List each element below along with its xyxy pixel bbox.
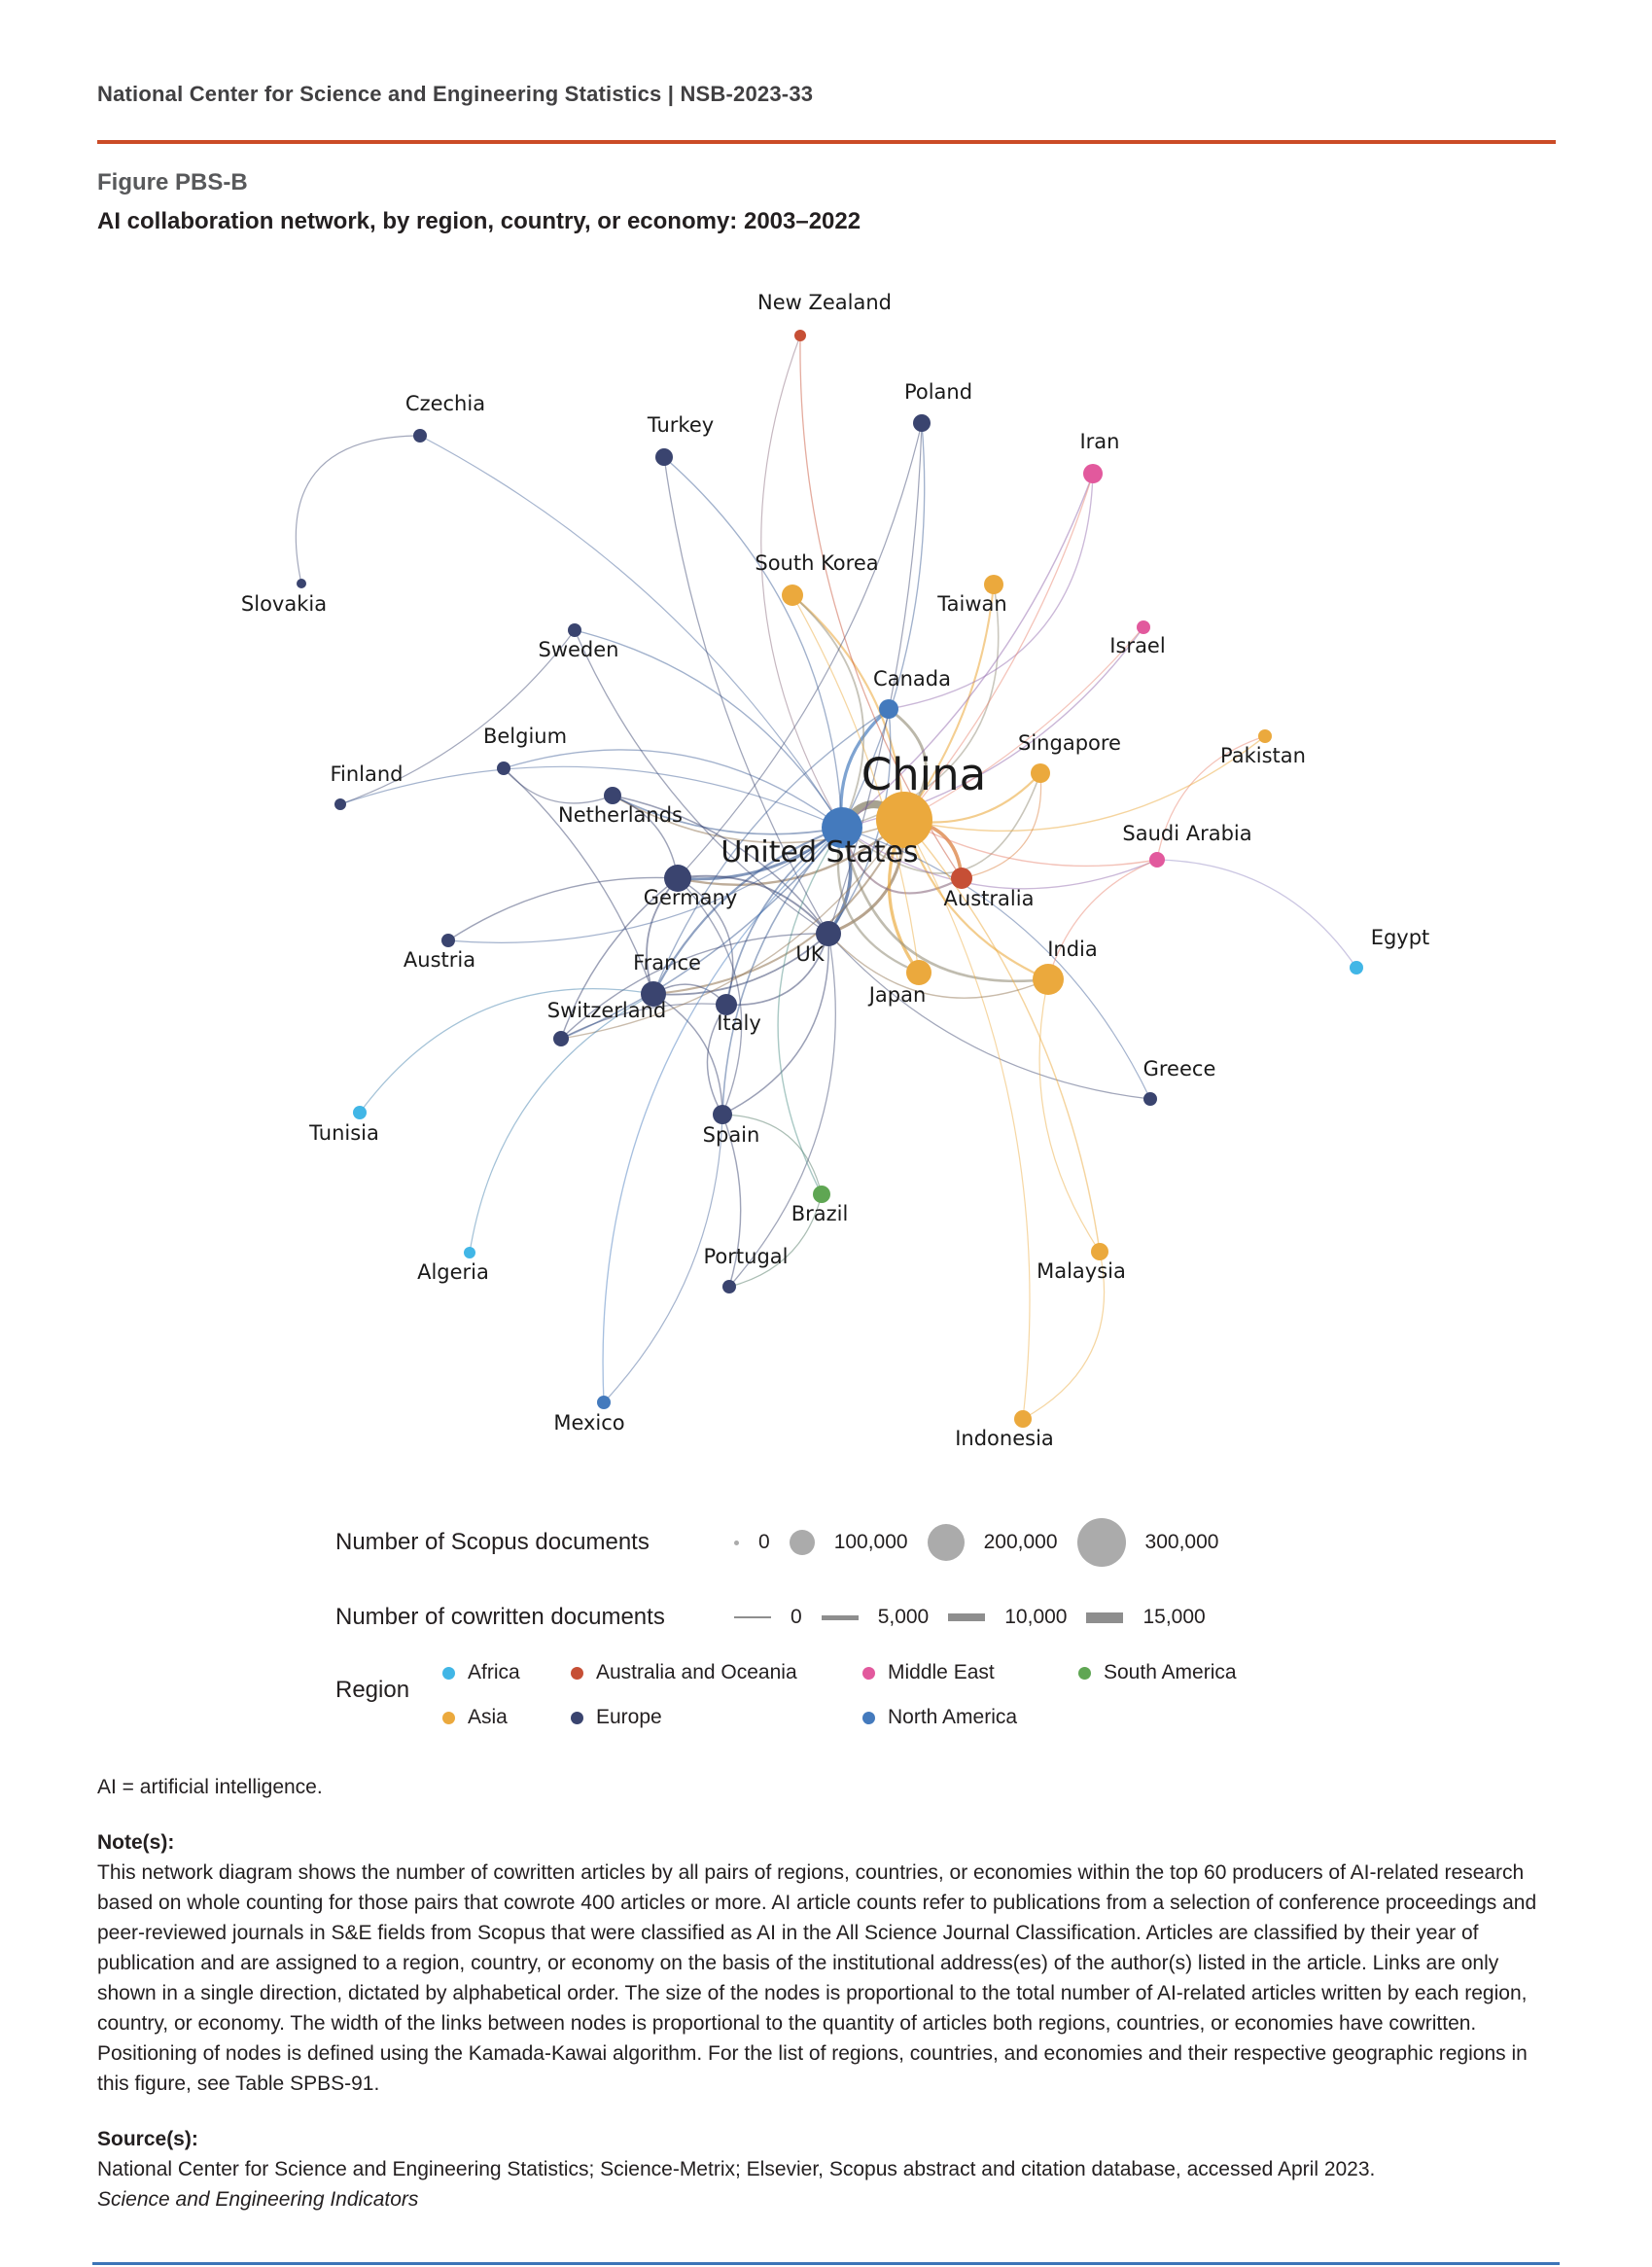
- edge-belgium-netherlands: [504, 768, 613, 803]
- node-belgium: [497, 762, 510, 775]
- link-width-swatch-15-000: [1086, 1612, 1123, 1623]
- abbreviation-note: AI = artificial intelligence.: [97, 1776, 323, 1798]
- legend-link-width-items: [734, 1606, 1206, 1629]
- node-label-finland: Finland: [330, 762, 404, 786]
- node-iran: [1083, 464, 1103, 483]
- region-dot-europe: [571, 1712, 583, 1724]
- node-greece: [1143, 1092, 1157, 1106]
- region-name: Asia: [468, 1706, 508, 1728]
- node-taiwan: [984, 575, 1003, 594]
- node-size-swatch-100-000: [790, 1530, 815, 1555]
- edge-egypt-saudi-arabia: [1157, 860, 1356, 968]
- footer-indicator-line: Science and Engineering Indicators: [97, 2188, 419, 2211]
- edge-india-malaysia: [1039, 979, 1100, 1252]
- region-dot-australia-and-oceania: [571, 1667, 583, 1680]
- region-dot-middle-east: [862, 1667, 875, 1680]
- node-label-poland: Poland: [903, 380, 973, 404]
- node-poland: [913, 414, 931, 432]
- legend-link-width: [335, 1595, 1206, 1640]
- node-label-switzerland: Switzerland: [546, 999, 667, 1022]
- node-czechia: [413, 429, 427, 443]
- node-portugal: [722, 1280, 736, 1293]
- node-finland: [334, 798, 346, 810]
- node-sweden: [568, 623, 581, 637]
- node-label-taiwan: Taiwan: [937, 592, 1007, 616]
- node-label-mexico: Mexico: [553, 1411, 625, 1435]
- notes-body: This network diagram shows the number of cowritten articles by all pairs of regions, countries, or economies within the top 60 producers of AI-related research based on whole counting for those pairs that cowrote 400 articles or more. AI article counts refer to publications from a selection of conference proceedings and peer-reviewed journals in S&E fields from Scopus that were classified as AI in the All Science Journal Classification. Articles are classified by their year of publication and are assigned to a region, country, or economy on the basis of the institutional address(es) of the author(s) listed in the article. Links are only shown in a single direction, dictated by alphabetical order. The size of the nodes is proportional to the total number of AI-related articles written by each region, country, or economy. The width of the links between nodes is proportional to the quantity of articles both regions, countries, or economies have cowritten. Positioning of nodes is defined using the Kamada-Kawai algorithm. For the list of regions, countries, and economies and their respective geographic regions in this figure, see Table SPBS-91.: [97, 1861, 1537, 2095]
- node-label-iran: Iran: [1079, 430, 1120, 453]
- network-labels: [241, 291, 1429, 1450]
- link-width-value: 15,000: [1142, 1606, 1206, 1628]
- page-header: National Center for Science and Engineering Statistics | NSB-2023-33: [97, 82, 814, 106]
- node-algeria: [464, 1247, 475, 1258]
- region-legend-item-europe: [571, 1706, 862, 1729]
- node-label-brazil: Brazil: [791, 1202, 849, 1225]
- node-label-italy: Italy: [717, 1011, 761, 1035]
- node-size-swatch-300-000: [1077, 1518, 1126, 1567]
- node-size-value: 200,000: [983, 1531, 1058, 1553]
- node-mexico: [597, 1396, 611, 1409]
- node-label-germany: Germany: [643, 886, 738, 909]
- node-egypt: [1350, 961, 1363, 974]
- node-brazil: [813, 1186, 830, 1203]
- edge-czechia-slovakia: [296, 436, 420, 584]
- region-name: Middle East: [888, 1661, 995, 1683]
- node-label-turkey: Turkey: [647, 413, 715, 437]
- node-label-slovakia: Slovakia: [240, 592, 328, 616]
- region-name: North America: [888, 1706, 1018, 1728]
- node-netherlands: [604, 787, 621, 804]
- node-turkey: [655, 448, 673, 466]
- node-tunisia: [353, 1106, 367, 1119]
- region-dot-north-america: [862, 1712, 875, 1724]
- edge-turkey-united-states: [664, 457, 842, 828]
- legend-node-size: [335, 1517, 1218, 1568]
- edge-czechia-united-states: [420, 436, 842, 828]
- node-size-value: 100,000: [833, 1531, 908, 1553]
- node-pakistan: [1258, 729, 1272, 743]
- link-width-swatch-5-000: [822, 1615, 859, 1620]
- link-width-value: 10,000: [1004, 1606, 1068, 1628]
- region-dot-asia: [442, 1712, 455, 1724]
- node-singapore: [1031, 763, 1050, 783]
- sources-body: National Center for Science and Engineering Statistics; Science-Metrix; Elsevier, Scopus abstract and citation database, accessed April 2023.: [97, 2158, 1376, 2180]
- node-label-czechia: Czechia: [404, 392, 486, 415]
- node-indonesia: [1014, 1410, 1032, 1428]
- node-slovakia: [297, 579, 306, 588]
- region-dot-south-america: [1078, 1667, 1091, 1680]
- region-name: Australia and Oceania: [596, 1661, 797, 1683]
- legend-node-size-items: [734, 1518, 1218, 1567]
- region-legend-item-south-america: [1078, 1661, 1351, 1684]
- figure-title: AI collaboration network, by region, country, or economy: 2003–2022: [97, 208, 861, 234]
- node-label-indonesia: Indonesia: [955, 1427, 1054, 1450]
- node-label-spain: Spain: [702, 1123, 760, 1147]
- node-switzerland: [553, 1031, 569, 1046]
- region-name: South America: [1104, 1661, 1237, 1683]
- node-japan: [906, 960, 931, 985]
- edge-belgium-france: [504, 768, 653, 994]
- bottom-rule-divider: [92, 2262, 1560, 2265]
- legend-region-title: Region: [335, 1677, 410, 1703]
- network-edges: [296, 336, 1356, 1419]
- link-width-value: 0: [791, 1606, 802, 1628]
- sources-heading: Source(s):: [97, 2128, 198, 2150]
- region-name: Europe: [596, 1706, 662, 1728]
- node-canada: [879, 699, 898, 719]
- node-saudi-arabia: [1149, 852, 1165, 868]
- node-label-netherlands: Netherlands: [557, 803, 684, 827]
- link-width-value: 5,000: [877, 1606, 930, 1628]
- node-label-pakistan: Pakistan: [1220, 744, 1306, 767]
- node-malaysia: [1091, 1243, 1108, 1260]
- node-label-china: China: [861, 749, 987, 800]
- node-size-value: 300,000: [1144, 1531, 1219, 1553]
- legend-node-size-title: Number of Scopus documents: [335, 1529, 650, 1555]
- region-legend-item-north-america: [862, 1706, 1078, 1729]
- node-label-tunisia: Tunisia: [309, 1121, 379, 1145]
- node-india: [1033, 964, 1064, 995]
- node-label-egypt: Egypt: [1370, 926, 1430, 949]
- node-label-greece: Greece: [1142, 1057, 1216, 1080]
- node-label-sweden: Sweden: [538, 638, 619, 661]
- node-label-new-zealand: New Zealand: [757, 291, 892, 314]
- node-size-value: 0: [758, 1531, 770, 1553]
- node-label-india: India: [1047, 938, 1098, 961]
- node-label-singapore: Singapore: [1018, 731, 1121, 755]
- node-label-canada: Canada: [873, 667, 951, 691]
- figure-label: Figure PBS-B: [97, 169, 248, 195]
- node-size-swatch-0: [734, 1541, 739, 1545]
- figure-notes: [97, 1772, 1561, 2214]
- region-legend-item-asia: [442, 1706, 571, 1729]
- region-dot-africa: [442, 1667, 455, 1680]
- node-label-united-states: United States: [721, 835, 919, 869]
- node-label-saudi-arabia: Saudi Arabia: [1122, 822, 1252, 845]
- node-label-israel: Israel: [1109, 634, 1166, 657]
- node-label-algeria: Algeria: [417, 1260, 489, 1284]
- node-label-belgium: Belgium: [482, 725, 568, 748]
- node-label-austria: Austria: [403, 948, 476, 972]
- node-label-malaysia: Malaysia: [1037, 1259, 1126, 1283]
- node-label-france: France: [633, 951, 701, 974]
- node-label-australia: Australia: [943, 887, 1035, 910]
- region-legend-item-australia-and-oceania: [571, 1661, 862, 1684]
- legend-link-width-title: Number of cowritten documents: [335, 1604, 665, 1630]
- node-label-south-korea: South Korea: [755, 551, 879, 575]
- node-spain: [713, 1105, 732, 1124]
- node-new-zealand: [794, 330, 806, 341]
- edge-switzerland-uk: [561, 934, 828, 1039]
- node-label-uk: UK: [795, 942, 825, 966]
- node-label-japan: Japan: [868, 983, 927, 1007]
- region-name: Africa: [468, 1661, 520, 1683]
- edge-india-saudi-arabia: [1048, 860, 1157, 979]
- node-south-korea: [782, 584, 803, 606]
- link-width-swatch-10-000: [948, 1613, 985, 1621]
- region-legend-item-middle-east: [862, 1661, 1078, 1684]
- node-israel: [1137, 620, 1150, 634]
- link-width-swatch-0: [734, 1616, 771, 1618]
- notes-heading: Note(s):: [97, 1831, 175, 1854]
- node-size-swatch-200-000: [928, 1524, 965, 1561]
- region-legend-item-africa: [442, 1661, 571, 1684]
- legend-region-items: [442, 1657, 1351, 1733]
- node-austria: [441, 934, 455, 947]
- node-australia: [951, 868, 972, 889]
- node-label-portugal: Portugal: [703, 1245, 789, 1268]
